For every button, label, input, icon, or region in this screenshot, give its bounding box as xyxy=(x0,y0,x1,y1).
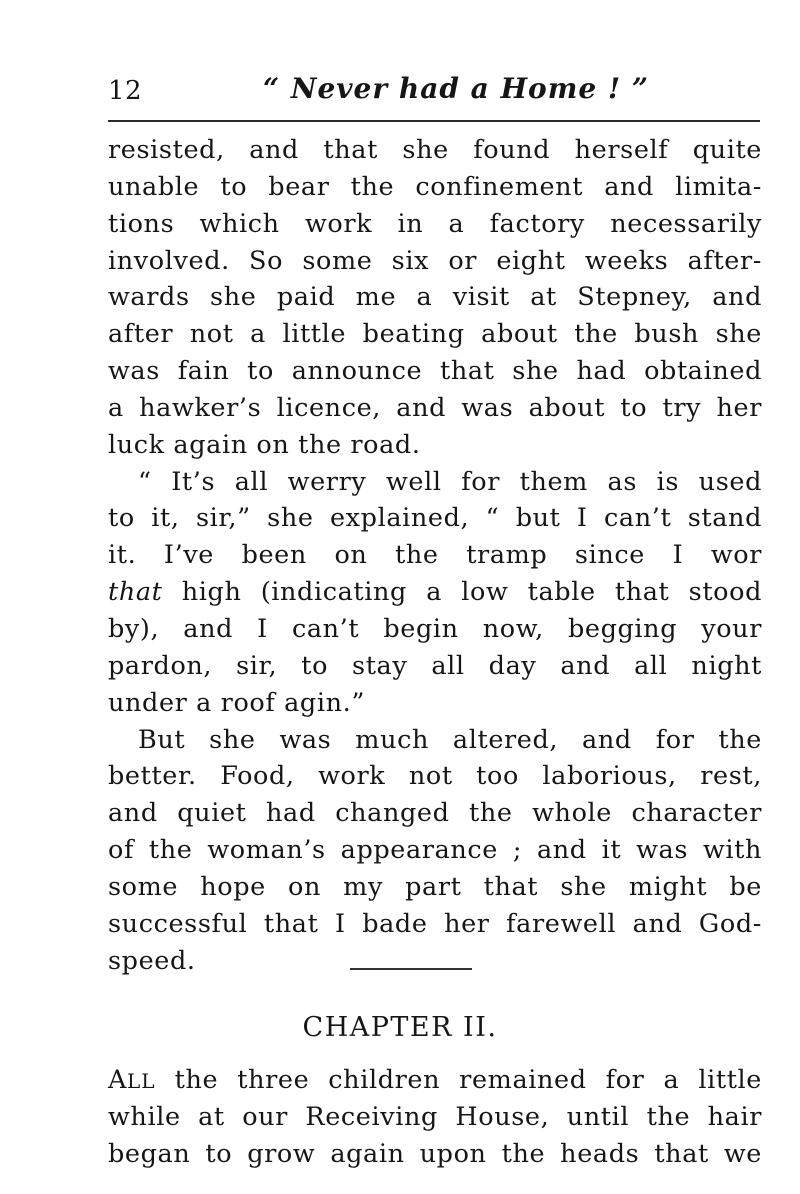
running-title: “ Never had a Home ! ” xyxy=(263,72,650,105)
text-line: unable to bear the confinement and limita- xyxy=(108,171,762,202)
italic-word: that xyxy=(108,577,163,608)
section-divider xyxy=(350,968,472,970)
chapter-paragraph xyxy=(108,1062,762,1173)
text-line: But she was much altered, and for the xyxy=(138,724,762,755)
page-number: 12 xyxy=(108,76,143,106)
text-line: wards she paid me a visit at Stepney, and xyxy=(108,282,762,313)
text-line: and quiet had changed the whole character xyxy=(108,798,762,829)
text-line: under a roof agin.” xyxy=(108,687,365,718)
text-line: to it, sir,” she explained, “ but I can’t stand xyxy=(108,503,762,534)
text-line: involved. So some six or eight weeks after- xyxy=(108,245,762,276)
text-line: began to grow again upon the heads that we xyxy=(108,1138,762,1169)
header-rule xyxy=(108,120,760,122)
text-line-mixed xyxy=(108,574,762,611)
text-line: some hope on my part that she might be xyxy=(108,871,762,902)
text-line: successful that I bade her farewell and God- xyxy=(108,908,762,939)
text-line: it. I’ve been on the tramp since I wor xyxy=(108,540,762,571)
chapter-title: CHAPTER II. xyxy=(302,1012,498,1043)
text-line: by), and I can’t begin now, begging your xyxy=(108,613,762,644)
text-line-mixed xyxy=(108,1062,762,1099)
text-line: was fain to announce that she had obtained xyxy=(108,356,762,387)
body-paragraphs xyxy=(108,132,762,979)
text-line: luck again on the road. xyxy=(108,429,421,460)
text-line: a hawker’s licence, and was about to try her xyxy=(108,392,762,423)
initial-letter: A xyxy=(108,1065,128,1095)
text-segment: the three children remained for a little xyxy=(155,1065,762,1095)
page-header xyxy=(108,66,758,116)
text-line: while at our Receiving House, until the hair xyxy=(108,1101,762,1132)
text-line: of the woman’s appearance ; and it was with xyxy=(108,835,762,866)
small-caps: LL xyxy=(127,1069,156,1093)
text-segment: high (indicating a low table that stood xyxy=(162,577,762,608)
text-line: speed. xyxy=(108,945,196,976)
text-line: “ It’s all werry well for them as is used xyxy=(138,466,762,497)
text-line: tions which work in a factory necessarily xyxy=(108,208,762,239)
text-line: better. Food, work not too laborious, rest, xyxy=(108,761,762,792)
text-line: after not a little beating about the bush she xyxy=(108,319,762,350)
text-line: resisted, and that she found herself quite xyxy=(108,135,762,165)
text-line: pardon, sir, to stay all day and all night xyxy=(108,650,762,681)
